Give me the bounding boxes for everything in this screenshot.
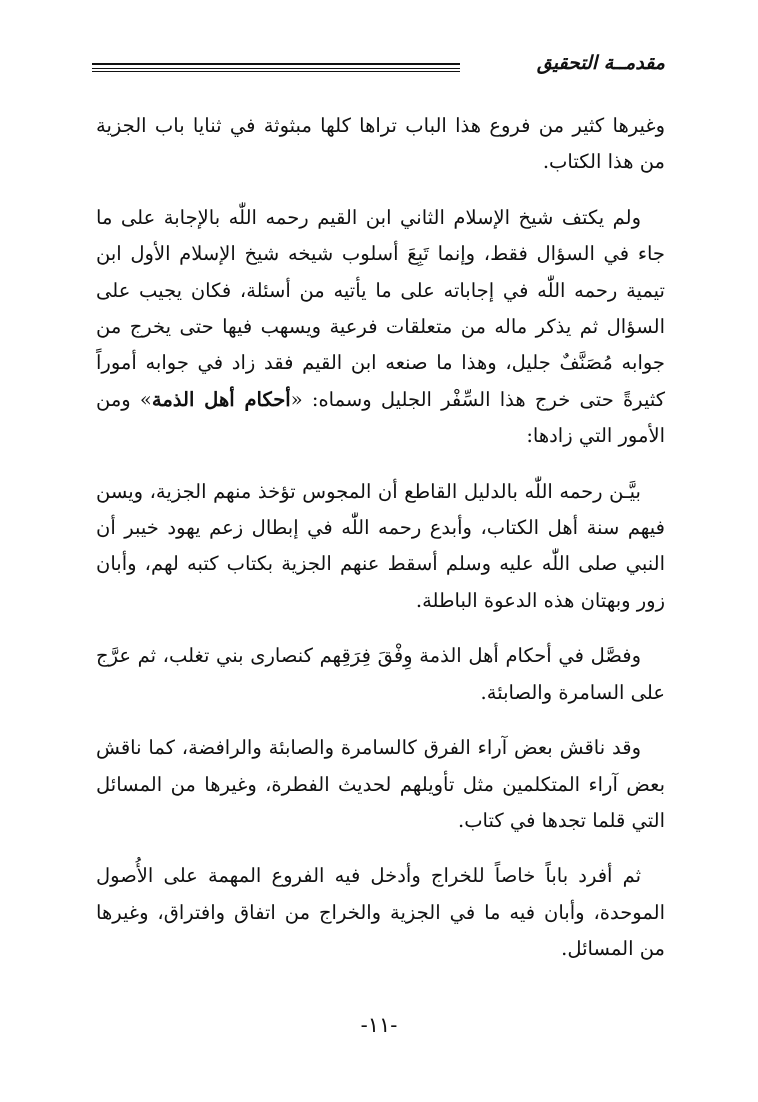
paragraph: وفصَّل في أحكام أهل الذمة وِفْقَ فِرَقِهم كنصارى بني تغلب، ثم عرَّج على السامرة والصابئة. — [96, 644, 665, 704]
header-rule — [92, 71, 460, 72]
running-head-title: مقدمــة التحقيق — [536, 52, 665, 74]
page-number: -١١- — [360, 1013, 398, 1037]
header-rule — [92, 63, 460, 65]
paragraph: ثم أفرد باباً خاصاً للخراج وأدخل فيه الفروع المهمة على الأُصول الموحدة، وأبان فيه ما في الجزية والخراج من اتفاق وافتراق، وغيرها من المسائل. — [96, 864, 665, 961]
body-text — [96, 108, 665, 987]
paragraph: وغيرها كثير من فروع هذا الباب تراها كلها مبثوثة في ثنايا باب الجزية من هذا الكتاب. — [96, 114, 665, 174]
paragraph: وقد ناقش بعض آراء الفرق كالسامرة والصابئة والرافضة، كما ناقش بعض آراء المتكلمين مثل تأويلهم لحديث الفطرة، وغيرها من المسائل التي قلما تجدها في كتاب. — [96, 736, 665, 832]
page-header — [92, 50, 665, 90]
book-title: أحكام أهل الذمة — [151, 387, 291, 411]
paragraph: ولم يكتف شيخ الإسلام الثاني ابن القيم رحمه اللّٰه بالإجابة على ما جاء في السؤال فقط، وإنما تَبِعَ أسلوب شيخه شيخ الإسلام الأول ابن تيمية رحمه اللّٰه في إجاباته على ما يأتيه من أسئلة، فكان يجيب على السؤال ثم يذكر ماله من متعلقات فرعية ويسهب فيها حتى يخرج من جوابه مُصَنَّفٌ جليل، وهذا ما صنعه ابن القيم فقد زاد في جوابه أموراً كثيرةً حتى خرج هذا السِّفْر الجليل وسماه: «أحكام أهل الذمة» ومن الأمور التي زادها: — [96, 205, 665, 448]
header-rule — [92, 68, 460, 69]
paragraph: بيَّـن رحمه اللّٰه بالدليل القاطع أن المجوس تؤخذ منهم الجزية، ويسن فيهم سنة أهل الكتاب، وأبدع رحمه اللّٰه في إبطال زعم يهود خيبر أن النبي صلى اللّٰه عليه وسلم أسقط عنهم الجزية بكتاب كتبه لهم، وأبان زور وبهتان هذه الدعوة الباطلة. — [96, 479, 665, 612]
